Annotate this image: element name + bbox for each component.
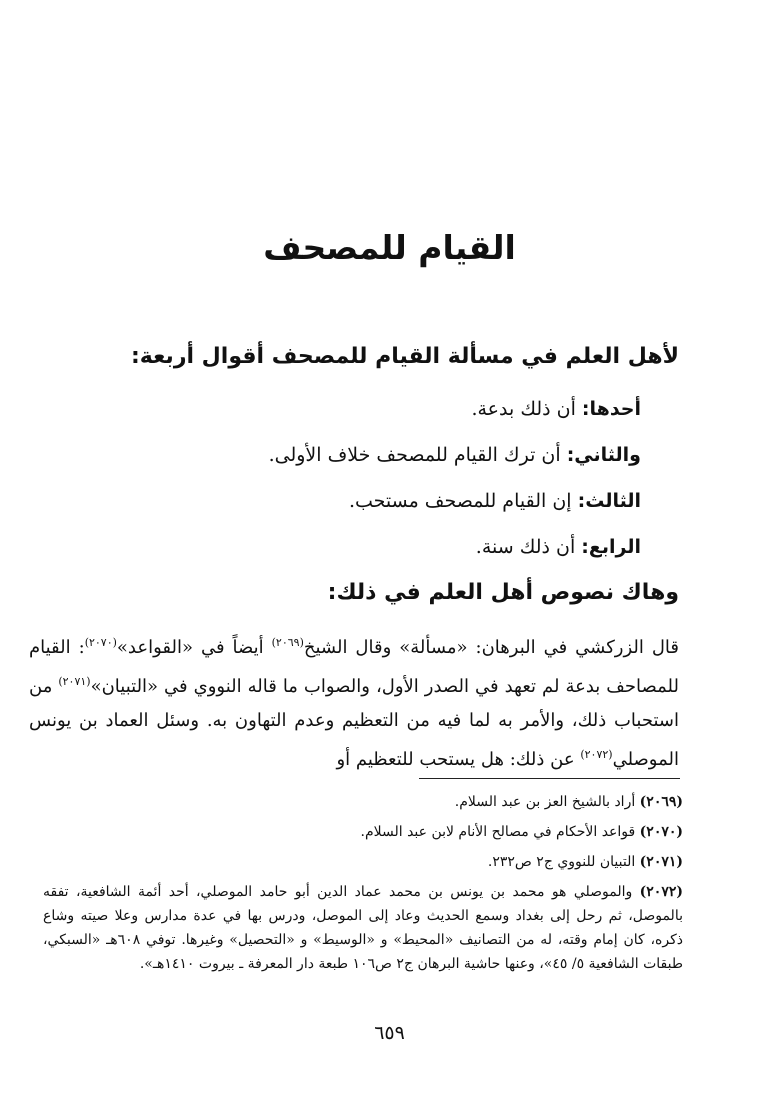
footnote-divider xyxy=(419,778,680,779)
footnote xyxy=(43,880,683,976)
opinion-label: الثالث: xyxy=(577,490,641,512)
footnote-number: (٢٠٧٠) xyxy=(639,824,683,840)
footnote-ref-2071[interactable]: (٢٠٧١) xyxy=(58,675,91,688)
paragraph-segment: : القيام للمصاحف بدعة لم تعهد في الصدر الأول، والصواب ما قاله النووي في «التبيان» xyxy=(29,637,679,697)
body-paragraph xyxy=(29,626,679,777)
opinion-label: الرابع: xyxy=(581,536,641,558)
opinion-label: والثاني: xyxy=(566,444,641,466)
footnote-text: قواعد الأحكام في مصالح الأنام لابن عبد السلام. xyxy=(360,824,636,840)
opinion-text: أن ترك القيام للمصحف خلاف الأولى. xyxy=(268,444,561,466)
footnote-number: (٢٠٧١) xyxy=(639,854,683,870)
paragraph-segment: من استحباب ذلك، والأمر به لما فيه من التعظيم وعدم التهاون به. وسئل العماد بن يونس الموصلي xyxy=(29,676,679,770)
paragraph-segment: قال الزركشي في البرهان: «مسألة» وقال الشيخ xyxy=(303,637,680,658)
page-title: القيام للمصحف xyxy=(263,228,516,267)
footnote xyxy=(43,820,683,844)
opinion-text: إن القيام للمصحف مستحب. xyxy=(348,490,572,512)
opinion-text: أن ذلك سنة. xyxy=(475,536,576,558)
footnote-ref-2070[interactable]: (٢٠٧٠) xyxy=(84,636,117,649)
footnote-text: أراد بالشيخ العز بن عبد السلام. xyxy=(454,794,636,810)
opinion-item xyxy=(81,388,641,434)
opinion-item xyxy=(81,434,641,480)
page-number: ٦٥٩ xyxy=(374,1022,405,1044)
footnote-number: (٢٠٧٢) xyxy=(639,884,683,900)
footnote-ref-2072[interactable]: (٢٠٧٢) xyxy=(580,748,613,761)
paragraph-segment: أيضاً في «القواعد» xyxy=(116,637,272,658)
paragraph-segment: عن ذلك: هل يستحب للتعظيم أو xyxy=(336,749,581,770)
footnote-text: التبيان للنووي ج٢ ص٢٣٢. xyxy=(487,854,636,870)
footnote xyxy=(43,850,683,874)
footnotes xyxy=(43,790,683,982)
footnote-number: (٢٠٦٩) xyxy=(639,794,683,810)
footnote-ref-2069[interactable]: (٢٠٦٩) xyxy=(271,636,304,649)
section-heading-texts: وهاك نصوص أهل العلم في ذلك: xyxy=(327,580,679,605)
opinion-label: أحدها: xyxy=(581,398,641,420)
footnote xyxy=(43,790,683,814)
opinion-item xyxy=(81,526,641,572)
opinion-item xyxy=(81,480,641,526)
opinions-list xyxy=(81,388,641,572)
opinion-text: أن ذلك بدعة. xyxy=(471,398,576,420)
section-heading-opinions: لأهل العلم في مسألة القيام للمصحف أقوال أربعة: xyxy=(131,344,679,369)
footnote-text: والموصلي هو محمد بن يونس بن محمد عماد الدين أبو حامد الموصلي، أحد أئمة الشافعية، تفقه بالموصل، ثم رحل إلى بغداد وسمع الحديث وعاد إلى الموصل، ودرس بها في عدة مدارس وعلا صيته وشاع ذكره، كان إمام وقته، له من التصانيف «المحيط» و «الوسيط» و «التحصيل» وغيرها. توفي ٦٠٨هـ «السبكي، طبقات الشافعية ٥/ ٤٥»، وعنها حاشية البرهان ج٢ ص١٠٦ طبعة دار المعرفة ـ بيروت ١٤١٠هـ». xyxy=(43,884,683,972)
